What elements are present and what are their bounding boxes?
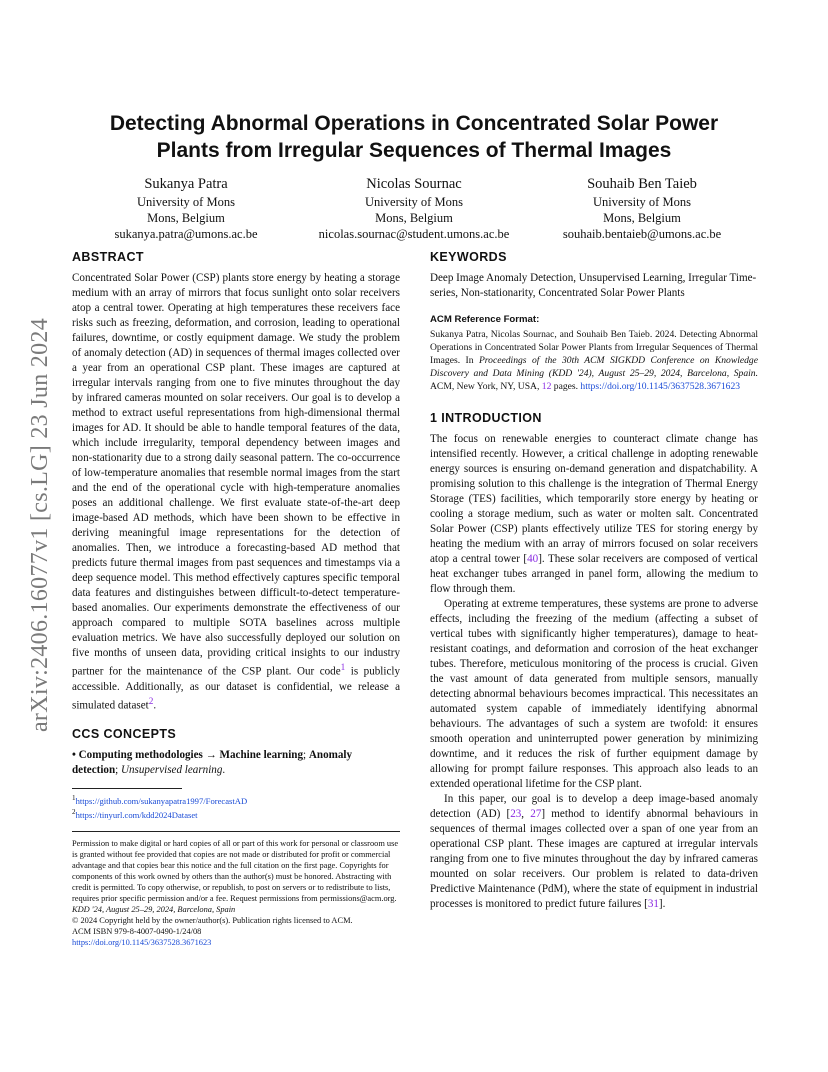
- footnote-ref-1[interactable]: 1: [340, 663, 346, 673]
- ccs-text: [72, 748, 400, 778]
- ccs-section: [72, 727, 400, 778]
- acm-ref-pages[interactable]: 12: [541, 381, 552, 392]
- intro-p3-text-3: ].: [658, 898, 666, 910]
- ccs-concept-1: Computing methodologies → Machine learning: [78, 749, 304, 762]
- acm-ref-publisher: ACM, New York, NY, USA,: [430, 381, 542, 392]
- intro-paragraph-1: [430, 432, 758, 597]
- intro-paragraph-2: Operating at extreme temperatures, these systems are prone to adverse effects, including the freezing of the medium (affecting a subset of vertical tubes with significantly higher temperatures), damage to heat-resistant coatings, and deformation and corrosion of the heat exchanger tubes. Therefore, meticulous monitoring of the process is crucial. Given the vast amount of data generated from multiple sensors, manually detecting abnormal behaviours becomes impractical. This necessitates an automated system capable of immediately identifying abnormal behaviours. The advantages of such a system are twofold: it ensures smooth operation and uninterrupted power generation by minimizing downtime, and it reduces the risk of further equipment damage by allowing for prompt failure responses. This approach also leads to an extended operational lifetime for the CSP plant.: [430, 598, 758, 790]
- keywords-section: [430, 250, 758, 301]
- author-name: Sukanya Patra: [144, 176, 228, 192]
- author-location: Mons, Belgium: [147, 211, 225, 225]
- abstract-heading: ABSTRACT: [72, 250, 144, 264]
- author-email: souhaib.bentaieb@umons.ac.be: [562, 227, 722, 241]
- author-affiliation: University of Mons: [137, 195, 235, 209]
- author-1: [72, 175, 300, 242]
- footnote-ref-2[interactable]: 2: [148, 696, 154, 707]
- author-name: Souhaib Ben Taieb: [587, 176, 697, 192]
- introduction-heading: 1 INTRODUCTION: [430, 411, 542, 425]
- acm-reference-section: [430, 313, 758, 393]
- abstract-body: Concentrated Solar Power (CSP) plants store energy by heating a storage medium with an array of mirrors that focus sunlight onto solar receivers atop a central tower. Operating at high temperatures these receivers face risks such as freezing, deformation, and corrosion, leading to operational failures, downtime, or costly equipment damage. We study the problem of anomaly detection (AD) in sequences of thermal images collected over a year from an operational CSP plant. These images are captured at irregular intervals ranging from one to five minutes throughout the day by infrared cameras mounted on solar receivers. Our goal is to develop a method to extract useful representations from high-dimensional thermal images for AD. It should be able to handle temporal features of the data, which include irregularity, temporal dependency between images and non-stationarity due to a strong daily seasonal pattern. The co-occurrence of low-temperature anomalies that resemble normal images from the start and the end of the operational cycle with high-temperature anomalies poses an additional challenge. We first evaluate state-of-the-art deep image-based AD methods, which have been shown to be effective in deriving meaningful image representations for the detection of anomalies. Then, we introduce a forecasting-based AD method that predicts future thermal images from past sequences and timestamps via a deep sequence model. This method effectively captures specific temporal data features and distinguishes between difficult-to-detect temperature-based anomalies. Our experiments demonstrate the effectiveness of our approach compared to multiple SOTA baselines across multiple evaluation metrics. We have also successfully deployed our solution on five months of unseen data, providing critical insights to our industry partner for the maintenance of the CSP plant. Our code: [72, 272, 400, 678]
- footnote-mark: 1: [72, 794, 76, 803]
- author-3: [528, 175, 756, 242]
- left-column: [72, 250, 400, 948]
- arxiv-stamp: [20, 290, 60, 760]
- abstract-section: [72, 250, 400, 713]
- intro-p3-text-2: ] method to identify abnormal behaviours in sequences of thermal images collected over a span of one year from an operational CSP plant. These images are captured at irregular intervals ranging from one to five minutes throughout the day by infrared cameras mounted on solar receivers. Our problem is related to data-driven Predictive Maintenance (PdM), where the state of equipment in industrial processes is monitored to predict future failures [: [430, 808, 759, 910]
- title-line-2: Plants from Irregular Sequences of Thermal Images: [156, 139, 672, 162]
- ccs-bullet: •: [72, 749, 79, 762]
- author-email: sukanya.patra@umons.ac.be: [114, 227, 258, 241]
- author-name: Nicolas Sournac: [366, 176, 462, 192]
- footnotes: [72, 788, 400, 821]
- introduction-section: [430, 411, 758, 912]
- intro-p1-text-2: ]. These solar receivers are composed of vertical heat exchanger tubes arranged in panel form, allowing the medium to flow through them.: [430, 553, 758, 595]
- acm-ref-authors: Sukanya Patra, Nicolas Sournac, and Souhaib Ben Taieb. 2024. Detecting Abnormal Operations in Concentrated Solar Power Plants from Irregular Sequences of Thermal Images. In: [430, 329, 758, 366]
- citation-31[interactable]: 31: [647, 898, 659, 910]
- doi-link[interactable]: https://doi.org/10.1145/3637528.3671623: [72, 938, 212, 948]
- isbn-line: ACM ISBN 979-8-4007-0490-1/24/08: [72, 927, 202, 937]
- ccs-sep-2: ;: [115, 764, 121, 777]
- ccs-concept-3: Unsupervised learning: [121, 764, 223, 777]
- abstract-text: [72, 271, 400, 713]
- footnote-mark: 2: [72, 808, 76, 817]
- copyright-line: © 2024 Copyright held by the owner/author(s). Publication rights licensed to ACM.: [72, 916, 353, 926]
- footnote-2: [72, 807, 400, 821]
- citation-23[interactable]: 23: [510, 808, 522, 820]
- author-location: Mons, Belgium: [603, 211, 681, 225]
- acm-reference-heading: ACM Reference Format:: [430, 314, 540, 325]
- right-column: [430, 250, 758, 912]
- acm-reference-text: [430, 328, 758, 393]
- author-2: [300, 175, 528, 242]
- citation-27[interactable]: 27: [530, 808, 542, 820]
- footnote-rule: [72, 788, 182, 789]
- citation-40[interactable]: 40: [527, 553, 539, 565]
- paper-title: [72, 110, 756, 164]
- abstract-body-2: is publicly accessible. Additionally, as our dataset is confidential, we release a simulated dataset: [72, 665, 401, 712]
- author-block: [72, 175, 756, 245]
- ccs-heading: CCS CONCEPTS: [72, 727, 177, 742]
- acm-ref-pages-label: pages.: [551, 381, 581, 392]
- footnote-link-1[interactable]: https://github.com/sukanyapatra1997/ForecastAD: [75, 796, 248, 807]
- ccs-end: .: [222, 764, 226, 777]
- ccs-concept-2: Anomaly detection: [72, 749, 353, 777]
- intro-p1-text: The focus on renewable energies to counteract climate change has intensified recently. However, a critical challenge in adopting renewable energy sources is ensuring on-demand generation and dispatchability. A promising solution to this challenge is the integration of Thermal Energy Storage (TES) facilities, which temporarily store energy by heating or cooling a storage medium, such as water or molten salt. Concentrated Solar Power (CSP) plants effectively utilize TES for storing energy by heating the medium with an array of mirrors focused on solar receivers atop a central tower [: [430, 433, 758, 565]
- permission-block: [72, 831, 400, 948]
- title-line-1: Detecting Abnormal Operations in Concentrated Solar Power: [109, 112, 719, 135]
- footnote-1: [72, 793, 400, 807]
- footnote-link-2[interactable]: https://tinyurl.com/kdd2024Dataset: [75, 810, 198, 821]
- acm-ref-doi-link[interactable]: https://doi.org/10.1145/3637528.3671623: [580, 381, 741, 392]
- intro-paragraph-3: [430, 792, 758, 912]
- arxiv-id: arXiv:2406.16077v1 [cs.LG] 23 Jun 2024: [26, 317, 53, 733]
- intro-p3-text: In this paper, our goal is to develop a deep image-based anomaly detection (AD) [: [430, 793, 758, 820]
- abstract-body-3: .: [153, 699, 157, 712]
- author-email: nicolas.sournac@student.umons.ac.be: [318, 227, 510, 241]
- keywords-text: Deep Image Anomaly Detection, Unsupervised Learning, Irregular Time-series, Non-stationarity, Concentrated Solar Power Plants: [430, 272, 757, 299]
- ccs-sep: ;: [303, 749, 309, 762]
- permission-text: Permission to make digital or hard copies of all or part of this work for personal or classroom use is granted without fee provided that copies are not made or distributed for profit or commercial advantage and that copies bear this notice and the full citation on the first page. Copyrights for components of this work owned by others than the author(s) must be honored. Abstracting with credit is permitted. To copy otherwise, or republish, to post on servers or to redistribute to lists, requires prior specific permission and/or a fee. Request permissions from permissions@acm.org.: [72, 839, 399, 904]
- author-affiliation: University of Mons: [593, 195, 691, 209]
- author-location: Mons, Belgium: [375, 211, 453, 225]
- author-affiliation: University of Mons: [365, 195, 463, 209]
- intro-p3-sep: ,: [521, 808, 531, 820]
- conference-line: KDD '24, August 25–29, 2024, Barcelona, Spain: [72, 905, 236, 915]
- keywords-heading: KEYWORDS: [430, 250, 507, 264]
- acm-ref-proceedings: Proceedings of the 30th ACM SIGKDD Conference on Knowledge Discovery and Data Mining (KDD '24), August 25–29, 2024, Barcelona, Spain.: [430, 355, 758, 379]
